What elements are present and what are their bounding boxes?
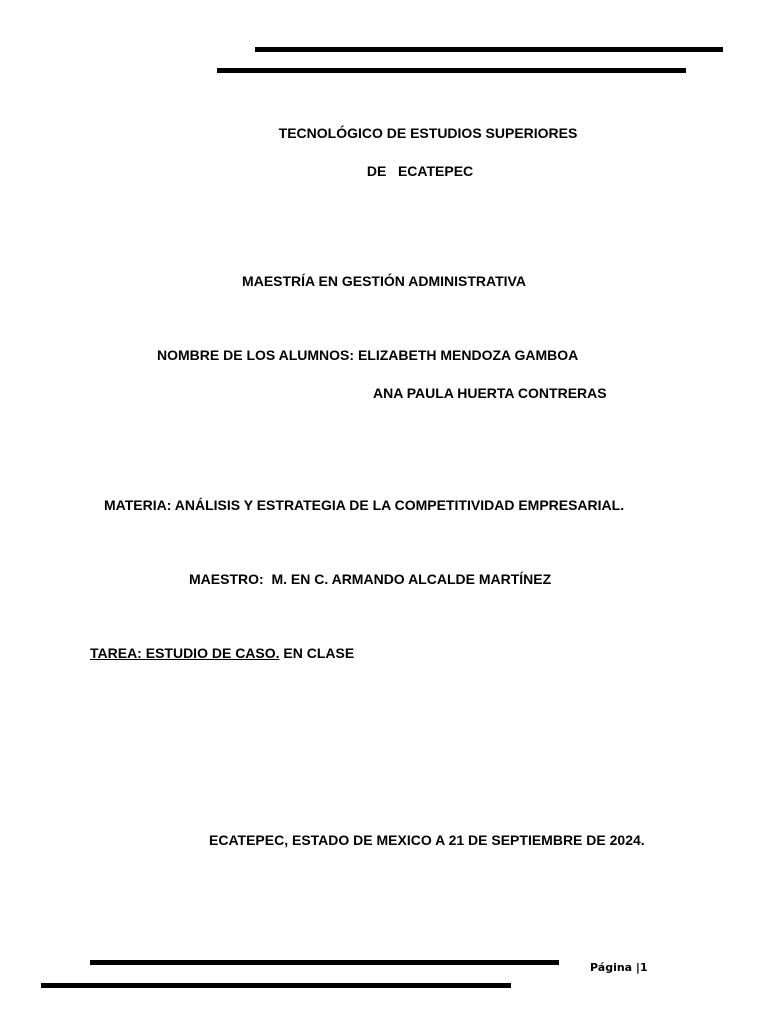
page-number-value: 1: [639, 961, 648, 974]
page-label: Página |: [590, 961, 640, 974]
institution-name-line2: DE ECATEPEC: [366, 163, 474, 179]
task-line: [90, 645, 354, 662]
header-rule-bottom: [217, 68, 686, 73]
teacher-line: MAESTRO: M. EN C. ARMANDO ALCALDE MARTÍNEZ: [189, 571, 552, 587]
task-suffix: EN CLASE: [283, 645, 355, 661]
students-label: NOMBRE DE LOS ALUMNOS:: [157, 347, 355, 363]
program-name: MAESTRÍA EN GESTIÓN ADMINISTRATIVA: [242, 273, 526, 289]
header-rule-top: [255, 47, 723, 52]
student-name-2: ANA PAULA HUERTA CONTRERAS: [373, 385, 607, 401]
place-date: ECATEPEC, ESTADO DE MEXICO A 21 DE SEPTIEMBRE DE 2024.: [209, 832, 645, 848]
institution-name-line1: TECNOLÓGICO DE ESTUDIOS SUPERIORES: [278, 125, 578, 141]
student-name-1: ELIZABETH MENDOZA GAMBOA: [357, 347, 579, 363]
task-label: TAREA: ESTUDIO DE CASO.: [90, 645, 280, 661]
page-number: [590, 961, 648, 975]
footer-rule-bottom: [41, 983, 511, 988]
footer-rule-top: [90, 960, 559, 965]
students-line: [157, 347, 578, 364]
subject-line: MATERIA: ANÁLISIS Y ESTRATEGIA DE LA COMPETITIVIDAD EMPRESARIAL.: [104, 497, 625, 513]
